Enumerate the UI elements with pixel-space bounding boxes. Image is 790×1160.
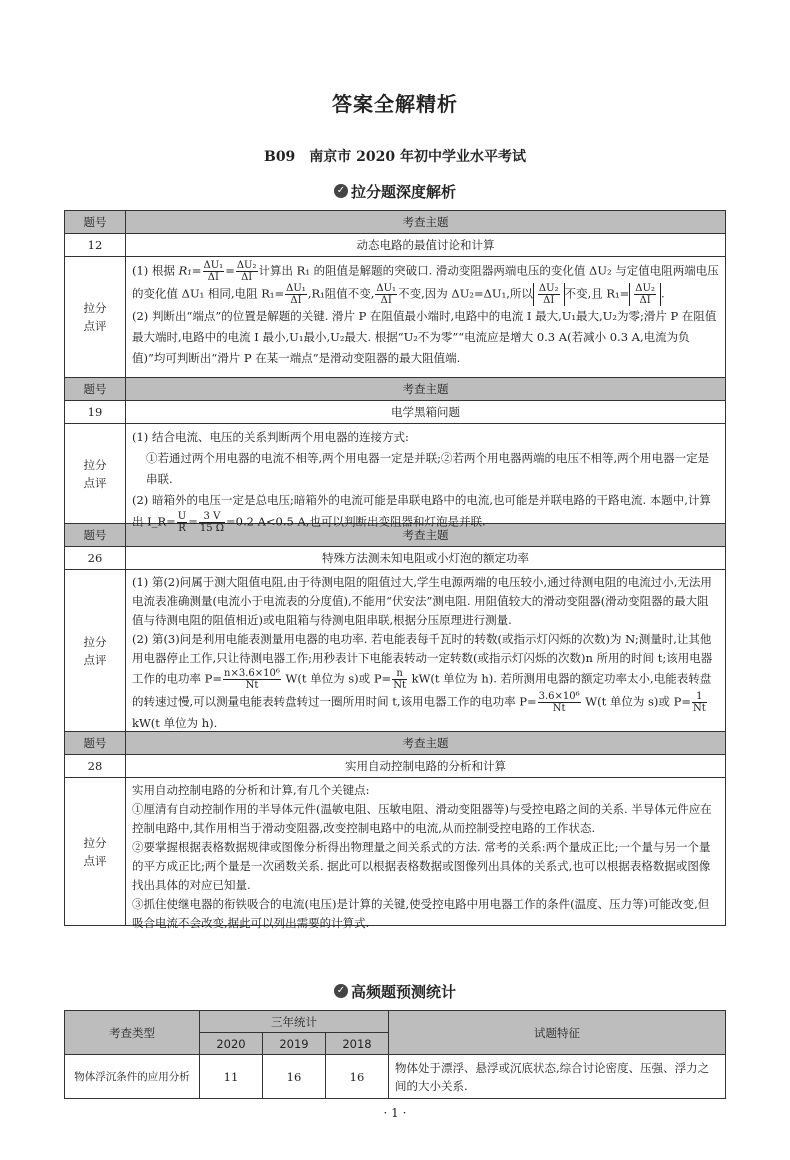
comment-paragraph: ②要掌握根据表格数据规律或图像分析得出物理量之间关系式的方法. 常考的关系:两个量成正比;一个量与另一个量的平方成正比;两个量是一次函数关系. 据此可以根据表格数据或图像列出具体的关系式,也可以根据表格数据或图像找出具体的对应已知量. bbox=[132, 840, 711, 892]
question-number: 26 bbox=[65, 547, 126, 570]
col-header-num: 题号 bbox=[65, 378, 126, 401]
col-header-years: 三年统计 bbox=[200, 1011, 389, 1033]
comment-paragraph: ③抓住使继电器的衔铁吸合的电流(电压)是计算的关键,使受控电路中用电器工作的条件(温度、压力等)可能改变,但吸合电流不会改变,据此可以列出需要的计算式. bbox=[132, 897, 710, 930]
col-header-type: 考查类型 bbox=[65, 1011, 200, 1055]
year-header: 2018 bbox=[326, 1033, 389, 1055]
comment-row bbox=[65, 424, 726, 524]
comment-body bbox=[126, 257, 726, 378]
comment-row bbox=[65, 257, 726, 378]
col-header-topic: 考查主题 bbox=[126, 524, 726, 547]
comment-paragraph: (2) 暗箱外的电压一定是总电压;暗箱外的电流可能是串联电路中的电流,也可能是并联电路的干路电流. 本题中,计算出 I_R= $\frac{U}{R}$ = $\frac{3 V}{15 \Omega}$ =0.2 A<0.5 A,也可以判断出变阻器和灯泡是并联. bbox=[132, 493, 711, 534]
col-header-topic: 考查主题 bbox=[126, 211, 726, 234]
topic-row bbox=[65, 401, 726, 424]
analysis-table bbox=[64, 210, 726, 930]
exam-title: B09 南京市 2020 年初中学业水平考试 bbox=[263, 149, 527, 165]
table-header-row bbox=[65, 732, 726, 755]
table-header-row bbox=[65, 378, 726, 401]
section-heading-stats bbox=[0, 981, 790, 1002]
check-badge-icon: ✓ bbox=[334, 184, 348, 198]
year-header: 2019 bbox=[263, 1033, 326, 1055]
comment-paragraph: (1) 第(2)问属于测大阻值电阻,由于待测电阻的阻值过大,学生电源两端的电压较小,通过待测电阻的电流过小,无法用电流表准确测量(电流小于电流表的分度值),不能用“伏安法”测电阻. 用阻值较大的滑动变阻器(滑动变阻器的最大阻值与待测电阻的阻值相近)或电阻箱与待测电阻串联,根据分压原理进行测量. bbox=[132, 575, 712, 627]
count-cell: 11 bbox=[200, 1055, 263, 1099]
count-cell: 16 bbox=[326, 1055, 389, 1099]
year-header: 2020 bbox=[200, 1033, 263, 1055]
col-header-feature: 试题特征 bbox=[389, 1011, 726, 1055]
comment-label: 拉分点评 bbox=[65, 257, 126, 378]
comment-label: 拉分点评 bbox=[65, 570, 126, 732]
topic-text: 动态电路的最值讨论和计算 bbox=[126, 234, 726, 257]
comment-paragraph: ①若通过两个用电器的电流不相等,两个用电器一定是并联;②若两个用电器两端的电压不相等,两个用电器一定是串联. bbox=[146, 451, 710, 486]
comment-row bbox=[65, 778, 726, 926]
comment-body bbox=[126, 424, 726, 534]
question-number: 19 bbox=[65, 401, 126, 424]
col-header-num: 题号 bbox=[65, 732, 126, 755]
comment-paragraph: 实用自动控制电路的分析和计算,有几个关键点: bbox=[132, 783, 370, 797]
comment-row bbox=[65, 570, 726, 732]
comment-paragraph: (2) 判断出“端点”的位置是解题的关键. 滑片 P 在阻值最小端时,电路中的电流 I 最大,U₁最大,U₂为零;滑片 P 在阻值最大端时,电路中的电流 I 最小,U₁最小,U₂最大. 根据“U₂不为零”“电流应是增大 0.3 A(若减小 0.3 A,电流为负值)”均可判断出“滑片 P 在某一端点”是滑动变阻器的最大阻值端. bbox=[132, 309, 717, 365]
col-header-num: 题号 bbox=[65, 524, 126, 547]
topic-row bbox=[65, 234, 726, 257]
table-header-row bbox=[65, 211, 726, 234]
col-header-num: 题号 bbox=[65, 211, 126, 234]
page-title: 答案全解精析 bbox=[332, 92, 458, 116]
comment-paragraph: ①厘清有自动控制作用的半导体元件(温敏电阻、压敏电阻、滑动变阻器等)与受控电路之间的关系. 半导体元件应在控制电路中,其作用相当于滑动变阻器,改变控制电路中的电流,从而控制受控电路的工作状态. bbox=[132, 802, 712, 835]
table-row bbox=[65, 1055, 726, 1099]
comment-paragraph: (1) 结合电流、电压的关系判断两个用电器的连接方式: bbox=[132, 430, 409, 444]
type-cell: 物体浮沉条件的应用分析 bbox=[65, 1055, 200, 1099]
topic-text: 特殊方法测未知电阻或小灯泡的额定功率 bbox=[126, 547, 726, 570]
topic-row bbox=[65, 755, 726, 778]
topic-row bbox=[65, 547, 726, 570]
question-number: 28 bbox=[65, 755, 126, 778]
col-header-topic: 考查主题 bbox=[126, 732, 726, 755]
comment-paragraph: (2) 第(3)问是利用电能表测量用电器的电功率. 若电能表每千瓦时的转数(或指示灯闪烁的次数)为 N;测量时,让其他用电器停止工作,只让待测电器工作;用秒表计下电能表转动一定转数(或指示灯闪烁的次数)n 所用的时间 t;该用电器工作的电功率 P= $\frac{\text{n×3.6×10⁶}}{Nt}$ W(t 单位为 s)或 P= $\frac{n}{Nt}$ kW(t 单位为 h). 若所测用电器的额定功率太小,电能表转盘的转速过慢,可以测量电能表转盘转过一圈所用时间 t,该用电器工作的电功率 P= $\frac{\text{3.6×10⁶}}{Nt}$ W(t 单位为 s)或 P= $\frac{1}{Nt}$ kW(t 单位为 h). bbox=[132, 632, 713, 730]
topic-text: 电学黑箱问题 bbox=[126, 401, 726, 424]
comment-label: 拉分点评 bbox=[65, 424, 126, 524]
topic-text: 实用自动控制电路的分析和计算 bbox=[126, 755, 726, 778]
check-badge-icon: ✓ bbox=[334, 984, 348, 998]
col-header-topic: 考查主题 bbox=[126, 378, 726, 401]
page-number: · 1 · bbox=[383, 1106, 407, 1120]
feature-cell: 物体处于漂浮、悬浮或沉底状态,综合讨论密度、压强、浮力之间的大小关系. bbox=[389, 1055, 726, 1099]
section-title: 高频题预测统计 bbox=[350, 983, 456, 1001]
section-title: 拉分题深度解析 bbox=[350, 183, 456, 201]
comment-paragraph: (1) 根据 R₁= $\frac{\text{ΔU₁}}{\Delta I}$ = $\frac{\text{ΔU₂}}{\Delta I}$ 计算出 R₁ 的阻值是解题的突破口. 滑动变阻器两端电压的变化值 ΔU₂ 与定值电阻两端电压的变化值 ΔU₁ 相同,电阻 R₁= $\frac{\text{ΔU₁}}{\Delta I}$ ,R₁阻值不变, $\frac{\text{ΔU₁}}{\Delta I}$ 不变,因为 ΔU₂=ΔU₁,所以 $\frac{\text{ΔU₂}}{\Delta I}$ 不变,且 R₁= $\frac{\text{ΔU₂}}{\Delta I}$ . bbox=[132, 260, 719, 306]
question-number: 12 bbox=[65, 234, 126, 257]
section-heading-analysis bbox=[0, 181, 790, 202]
comment-body bbox=[126, 570, 726, 732]
comment-body bbox=[126, 778, 726, 930]
count-cell: 16 bbox=[263, 1055, 326, 1099]
comment-label: 拉分点评 bbox=[65, 778, 126, 926]
stats-table bbox=[64, 1010, 726, 1099]
